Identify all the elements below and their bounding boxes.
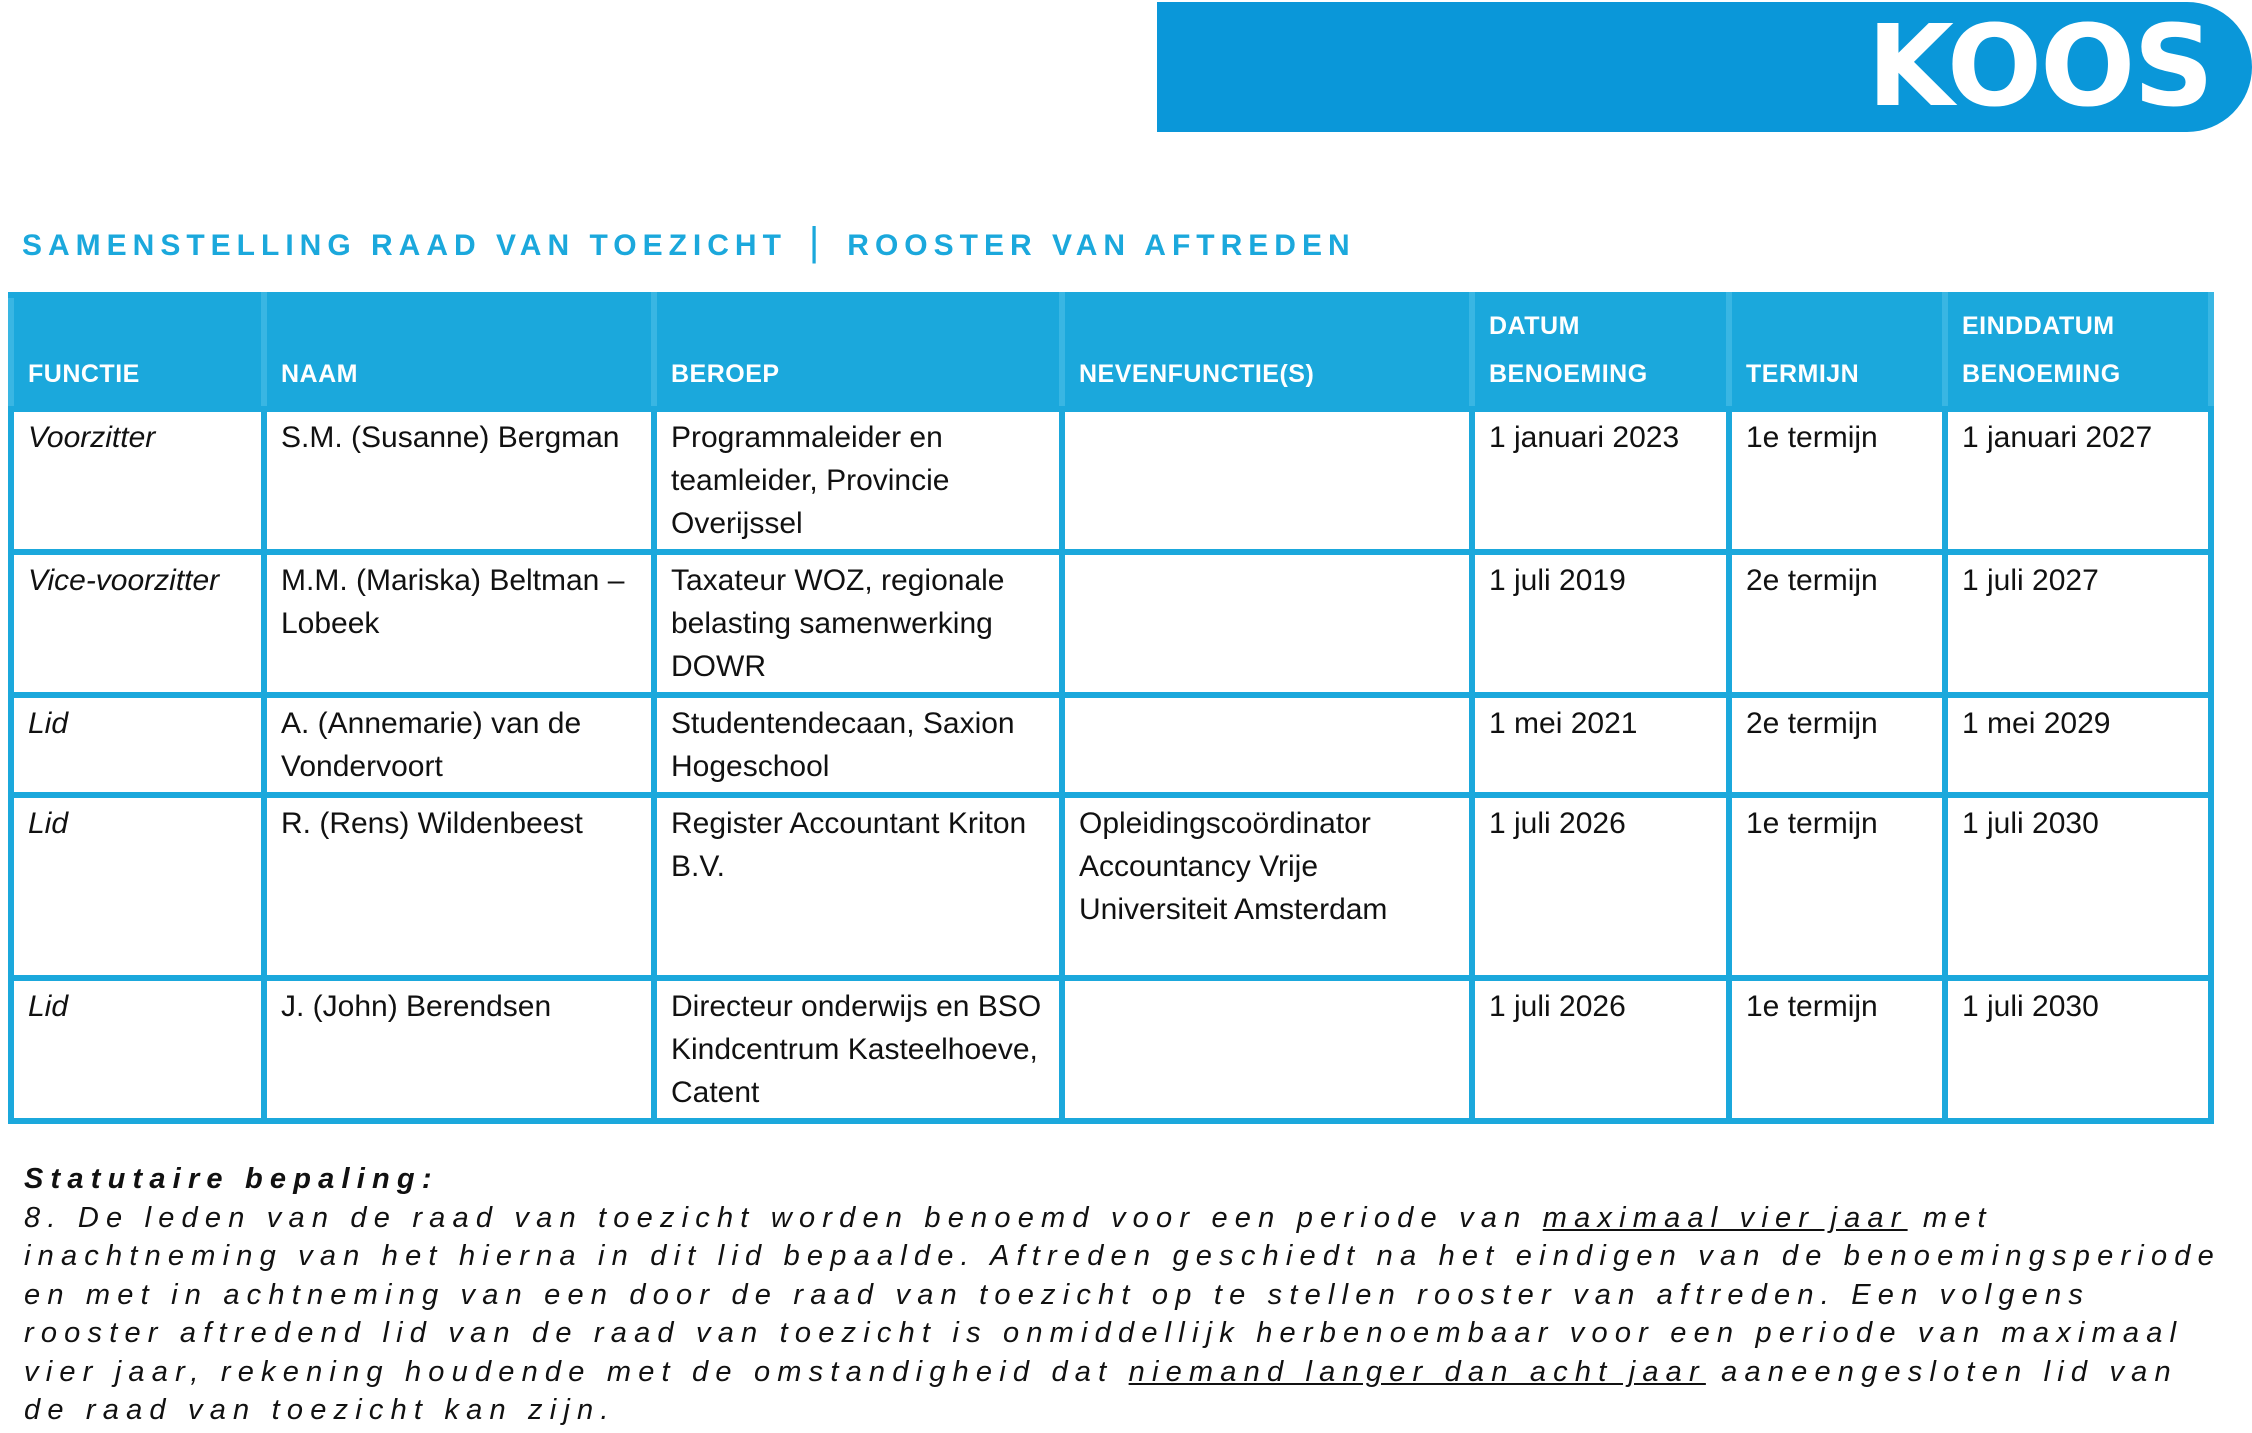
cell-beroep: Register Accountant Kriton B.V. xyxy=(654,795,1062,978)
cell-functie: Lid xyxy=(11,978,264,1121)
header-termijn: TERMIJN xyxy=(1729,295,1945,409)
cell-beroep: Studentendecaan, Saxion Hogeschool xyxy=(654,695,1062,795)
cell-termijn: 1e termijn xyxy=(1729,409,1945,552)
header-datum-benoeming xyxy=(1472,295,1729,409)
cell-datum: 1 mei 2021 xyxy=(1472,695,1729,795)
cell-nevenfuncties: Opleidingscoördinator Accountancy Vrije Universiteit Amsterdam xyxy=(1062,795,1472,978)
header-einddatum-benoeming xyxy=(1945,295,2211,409)
cell-datum: 1 juli 2026 xyxy=(1472,978,1729,1121)
cell-beroep: Directeur onderwijs en BSO Kindcentrum Kasteelhoeve, Catent xyxy=(654,978,1062,1121)
table-row xyxy=(11,978,2211,1121)
cell-termijn: 2e termijn xyxy=(1729,552,1945,695)
table-header-row xyxy=(11,295,2211,409)
statute-underlined-max-term: maximaal vier jaar xyxy=(1542,1201,1908,1234)
table-row xyxy=(11,795,2211,978)
header-nevenfuncties: NEVENFUNCTIE(S) xyxy=(1062,295,1472,409)
cell-naam: S.M. (Susanne) Bergman xyxy=(264,409,654,552)
page-title-left: SAMENSTELLING RAAD VAN TOEZICHT xyxy=(22,229,787,262)
cell-einddatum: 1 januari 2027 xyxy=(1945,409,2211,552)
cell-termijn: 1e termijn xyxy=(1729,978,1945,1121)
page-title-right: ROOSTER VAN AFTREDEN xyxy=(847,229,1356,262)
cell-datum: 1 januari 2023 xyxy=(1472,409,1729,552)
statutory-provision xyxy=(24,1160,2234,1430)
koos-logo: KOOS xyxy=(1867,2,2212,132)
statutory-provision-text xyxy=(24,1199,2234,1430)
cell-naam: A. (Annemarie) van de Vondervoort xyxy=(264,695,654,795)
statute-text-part3: aaneengesloten lid van de raad van toezicht kan zijn. xyxy=(24,1355,2178,1426)
statute-text-part1: 8. De leden van de raad van toezicht worden benoemd voor een periode van xyxy=(24,1201,1543,1234)
header-datum-line2: BENOEMING xyxy=(1489,360,1648,388)
cell-datum: 1 juli 2019 xyxy=(1472,552,1729,695)
cell-einddatum: 1 mei 2029 xyxy=(1945,695,2211,795)
cell-einddatum: 1 juli 2030 xyxy=(1945,795,2211,978)
statute-text-part2: met inachtneming van het hierna in dit lid bepaalde. Aftreden geschiedt na het eindigen van de benoemingsperiode en met in achtneming van een door de raad van toezicht op te stellen rooster van aftreden. Een volgens rooster aftredend lid van de raad van toezicht is onmiddellijk herbenoembaar voor een periode van maximaal vier jaar, rekening houdende met de omstandigheid dat xyxy=(24,1201,2221,1388)
rooster-table xyxy=(8,292,2214,1124)
header-einddatum-line2: BENOEMING xyxy=(1962,360,2121,388)
header-einddatum-line1: EINDDATUM xyxy=(1962,312,2115,340)
statute-underlined-max-total: niemand langer dan acht jaar xyxy=(1128,1355,1706,1388)
cell-termijn: 2e termijn xyxy=(1729,695,1945,795)
cell-functie: Vice-voorzitter xyxy=(11,552,264,695)
cell-beroep: Taxateur WOZ, regionale belasting samenwerking DOWR xyxy=(654,552,1062,695)
header-beroep: BEROEP xyxy=(654,295,1062,409)
cell-datum: 1 juli 2026 xyxy=(1472,795,1729,978)
cell-nevenfuncties xyxy=(1062,695,1472,795)
header-functie: FUNCTIE xyxy=(11,295,264,409)
statutory-provision-title: Statutaire bepaling: xyxy=(24,1163,439,1195)
cell-nevenfuncties xyxy=(1062,552,1472,695)
table-row xyxy=(11,695,2211,795)
cell-einddatum: 1 juli 2027 xyxy=(1945,552,2211,695)
header-datum-line1: DATUM xyxy=(1489,312,1580,340)
brand-banner xyxy=(1157,2,2252,132)
cell-naam: M.M. (Mariska) Beltman – Lobeek xyxy=(264,552,654,695)
cell-beroep: Programmaleider en teamleider, Provincie Overijssel xyxy=(654,409,1062,552)
header-naam: NAAM xyxy=(264,295,654,409)
cell-naam: J. (John) Berendsen xyxy=(264,978,654,1121)
table-row xyxy=(11,409,2211,552)
cell-functie: Lid xyxy=(11,695,264,795)
cell-nevenfuncties xyxy=(1062,978,1472,1121)
cell-nevenfuncties xyxy=(1062,409,1472,552)
title-separator: | xyxy=(808,220,826,264)
cell-functie: Lid xyxy=(11,795,264,978)
cell-termijn: 1e termijn xyxy=(1729,795,1945,978)
table-row xyxy=(11,552,2211,695)
cell-naam: R. (Rens) Wildenbeest xyxy=(264,795,654,978)
cell-einddatum: 1 juli 2030 xyxy=(1945,978,2211,1121)
page-title xyxy=(22,220,1356,265)
cell-functie: Voorzitter xyxy=(11,409,264,552)
